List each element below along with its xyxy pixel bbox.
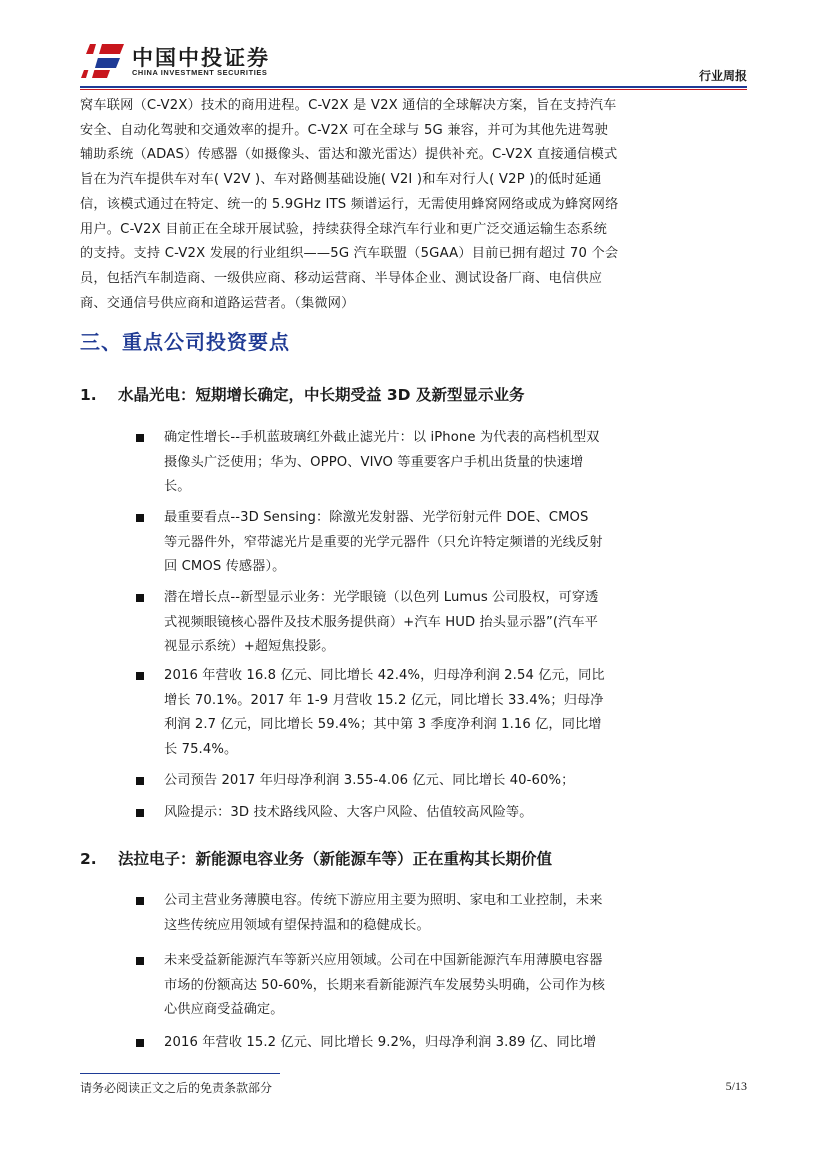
- bullet-square-icon: [136, 594, 144, 602]
- intro-paragraph: 窝车联网（C-V2X）技术的商用进程。C-V2X 是 V2X 通信的全球解决方案，旨在支持汽车安全、自动化驾驶和交通效率的提升。C-V2X 可在全球与 5G 兼容，并可为其他先进驾驶辅助系统（ADAS）传感器（如摄像头、雷达和激光雷达）提供补充。C-V2X 直接通信模式旨在为汽车提供车对车( V2V )、车对路侧基础设施( V2I )和车对行人( V2P )的低时延通信，该模式通过在特定、统一的 5.9GHz ITS 频谱运行，无需使用蜂窝网络或成为蜂窝网络用户。C-V2X 目前正在全球开展试验，持续获得全球汽车行业和更广泛交通运输生态系统的支持。支持 C-V2X 发展的行业组织——5G 汽车联盟（5GAA）目前已拥有超过 70 个会员，包括汽车制造商、一级供应商、移动运营商、半导体企业、测试设备厂商、电信供应商、交通信号供应商和道路运营者。（集微网）: [80, 98, 619, 311]
- company-heading: [80, 383, 524, 405]
- company-number: 2.: [80, 850, 97, 868]
- list-item: 最重要看点--3D Sensing：除激光发射器、光学衍射元件 DOE、CMOS 等元器件外，窄带滤光片是重要的光学元器件（只允许特定频谱的光线反射回 CMOS 传感器）。: [136, 506, 606, 580]
- list-item: 未来受益新能源汽车等新兴应用领域。公司在中国新能源汽车用薄膜电容器市场的份额高达 50-60%，长期来看新能源汽车发展势头明确，公司作为核心供应商受益确定。: [136, 949, 606, 1023]
- bullet-square-icon: [136, 1039, 144, 1047]
- list-item: 2016 年营收 16.8 亿元、同比增长 42.4%，归母净利润 2.54 亿元，同比增长 70.1%。2017 年 1-9 月营收 15.2 亿元，同比增长 33.4%；归母净利润 2.7 亿元，同比增长 59.4%；其中第 3 季度净利润 1.16 亿，同比增长 75.4%。: [136, 664, 606, 763]
- company-heading: [80, 847, 552, 869]
- company-title: 法拉电子：新能源电容业务（新能源车等）正在重构其长期价值: [118, 850, 553, 868]
- company-title: 水晶光电：短期增长确定，中长期受益 3D 及新型显示业务: [118, 386, 525, 404]
- bullet-square-icon: [136, 434, 144, 442]
- list-item: 2016 年营收 15.2 亿元、同比增长 9.2%，归母净利润 3.89 亿、同比增: [136, 1031, 606, 1056]
- list-item: 公司主营业务薄膜电容。传统下游应用主要为照明、家电和工业控制，未来这些传统应用领域有望保持温和的稳健成长。: [136, 889, 606, 938]
- page-header: [0, 0, 827, 92]
- list-item: 风险提示：3D 技术路线风险、大客户风险、估值较高风险等。: [136, 801, 606, 826]
- header-divider-blue: [80, 86, 747, 88]
- bullet-square-icon: [136, 897, 144, 905]
- bullet-square-icon: [136, 809, 144, 817]
- company-number: 1.: [80, 386, 97, 404]
- logo-mark-icon: [80, 40, 128, 80]
- bullet-square-icon: [136, 672, 144, 680]
- bullet-square-icon: [136, 957, 144, 965]
- company-logo: [80, 40, 280, 82]
- header-divider-red: [80, 89, 747, 90]
- footer-divider: [80, 1073, 280, 1074]
- footer-disclaimer: 请务必阅读正文之后的免责条款部分: [80, 1081, 273, 1095]
- list-item: 公司预告 2017 年归母净利润 3.55-4.06 亿元、同比增长 40-60%；: [136, 769, 606, 794]
- list-item: 确定性增长--手机蓝玻璃红外截止滤光片：以 iPhone 为代表的高档机型双摄像头广泛使用；华为、OPPO、VIVO 等重要客户手机出货量的快速增长。: [136, 426, 606, 500]
- logo-english-name: CHINA INVESTMENT SECURITIES: [132, 68, 268, 77]
- document-type-label: 行业周报: [698, 69, 747, 83]
- bullet-square-icon: [136, 777, 144, 785]
- page-number: 5/13: [725, 1079, 747, 1093]
- section-title: 三、重点公司投资要点: [80, 330, 290, 354]
- bullet-square-icon: [136, 514, 144, 522]
- list-item: 潜在增长点--新型显示业务：光学眼镜（以色列 Lumus 公司股权，可穿透式视频眼镜核心器件及技术服务提供商）+汽车 HUD 抬头显示器”(汽车平视显示系统）+超短焦投影。: [136, 586, 606, 660]
- logo-chinese-name: 中国中投证券: [132, 46, 270, 70]
